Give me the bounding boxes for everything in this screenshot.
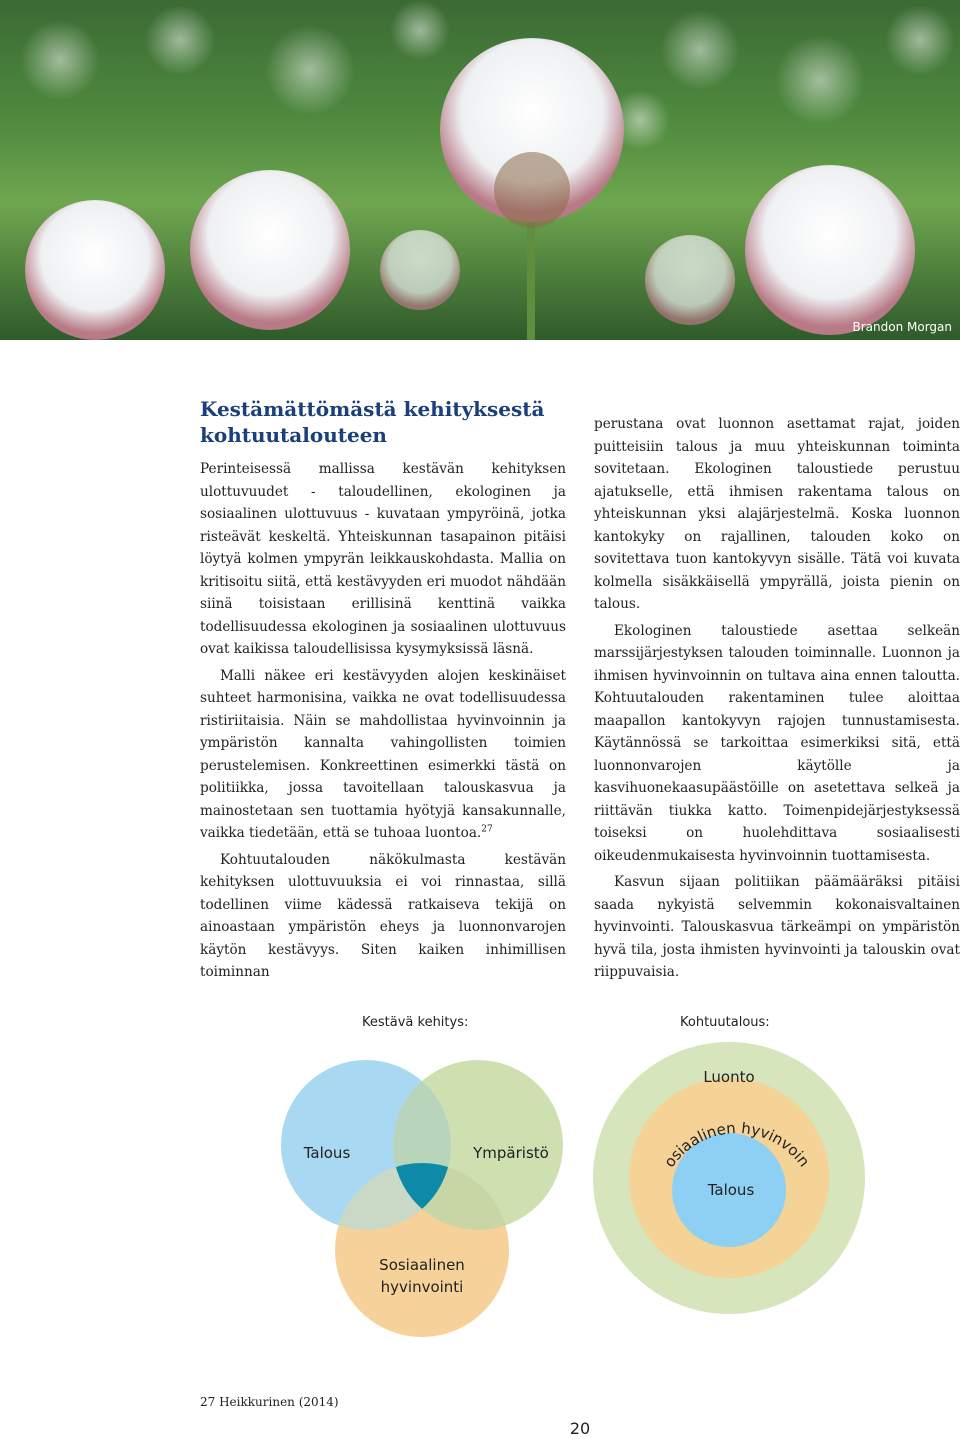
paragraph: Perinteisessä mallissa kestävän kehityksen ulottuvuudet - taloudellinen, ekologinen ja sosiaalinen ulottuvuus - kuvataan ympyröinä, jotka risteävät keskeltä. Yhteiskunnan tasapainon pitäisi löytyä kolmen ympyrän leikkauskohdasta. Mallia on kritisoitu siitä, että kestävyyden eri muodot nähdään siinä toisistaan erillisinä kenttinä vaikka todellisuudessa ekologinen ja sosiaalinen ulottuvuus ovat kaikissa taloudellisissa kysymyksissä läsnä. — [200, 461, 566, 657]
photo-credit: Brandon Morgan — [852, 320, 952, 334]
paragraph: Kohtuutalouden näkökulmasta kestävän kehityksen ulottuvuuksia ei voi rinnastaa, sillä todellinen viime kädessä ratkaiseva tekijä on ainoastaan ympäristön eheys ja luonnonvarojen käytön kestävyys. Siten kaiken inhimillisen toiminnan — [200, 851, 566, 980]
nested-label-social: osiaalinen hyvinvoin — [660, 1119, 814, 1171]
clover-flower-large — [440, 38, 624, 228]
paragraph: perustana ovat luonnon asettamat rajat, joiden puitteisiin talous ja muu yhteiskunnan toiminta sovitetaan. Ekologinen taloustiede perustuu ajatukselle, että ihmisen rakentama talous on yhteiskunnan yksi alajärjestelmä. Koska luonnon kantokyky on rajallinen, talouden koko on sovitettava tuon kantokyvyn sisälle. Tätä voi kuvata kolmella sisäkkäisellä ympyrällä, joista pienin on talous. — [594, 416, 960, 612]
right-column — [594, 413, 960, 988]
clover-photo — [0, 0, 960, 340]
paragraph: Kasvun sijaan politiikan päämääräksi pitäisi saada nykyistä selvemmin kokonaisvaltainen hyvinvointi. Talouskasvua tärkeämpi on ympäristön hyvä tila, josta ihmisten hyvinvointi ja talouskin ovat riippuvaisia. — [594, 874, 960, 980]
page-number: 20 — [569, 1419, 591, 1438]
venn-label-economy: Talous — [303, 1144, 351, 1162]
left-column — [200, 458, 566, 988]
footnote-reference: 27 — [481, 824, 493, 835]
sustainable-development-title: Kestävä kehitys: — [362, 1015, 469, 1030]
footnote: 27 Heikkurinen (2014) — [200, 1395, 339, 1409]
moderation-economy-title: Kohtuutalous: — [680, 1015, 770, 1030]
venn-label-social-2: hyvinvointi — [380, 1278, 464, 1296]
venn-diagram — [281, 1060, 563, 1337]
nested-label-economy: Talous — [707, 1181, 755, 1199]
paragraph — [200, 665, 566, 845]
diagrams — [0, 1000, 960, 1380]
nested-label-nature: Luonto — [703, 1068, 755, 1086]
paragraph: Ekologinen taloustiede asettaa selkeän marssijärjestyksen talouden toiminnalle. Luonnon ja ihmisen hyvinvoinnin on tultava aina ennen taloutta. Kohtuutalouden rakentaminen tulee aloittaa maapallon kantokyvyn rajojen tunnustamisesta. Käytännössä se tarkoittaa esimerkiksi sitä, että luonnonvarojen käytölle ja kasvihuonekaasupäästöille on asetettava selkeä ja riittävän tiukka katto. Toimenpidejärjestyksessä toiseksi on huolehdittava sosiaalisesti oikeudenmukaisesta hyvinvoinnin tuottamisesta. — [594, 622, 960, 864]
venn-label-social-1: Sosiaalinen — [379, 1256, 465, 1274]
paragraph-text: Malli näkee eri kestävyyden alojen keskinäiset suhteet harmonisina, vaikka ne ovat todellisuudessa ristiriitaisia. Näin se mahdollistaa hyvinvoinnin ja ympäristön kannalta vahingollisten toimien perustelemisen. Konkreettinen esimerkki tästä on politiikka, jossa tavoitellaan talouskasvua ja mainostetaan sen tuottamia hyötyjä kansakunnalle, vaikka tiedetään, että se tuhoaa luontoa. — [200, 667, 566, 841]
venn-label-environment: Ympäristö — [473, 1144, 549, 1162]
article-heading: Kestämättömästä kehityksestä kohtuutalouteen — [200, 397, 545, 447]
clover-illustration — [0, 0, 960, 340]
